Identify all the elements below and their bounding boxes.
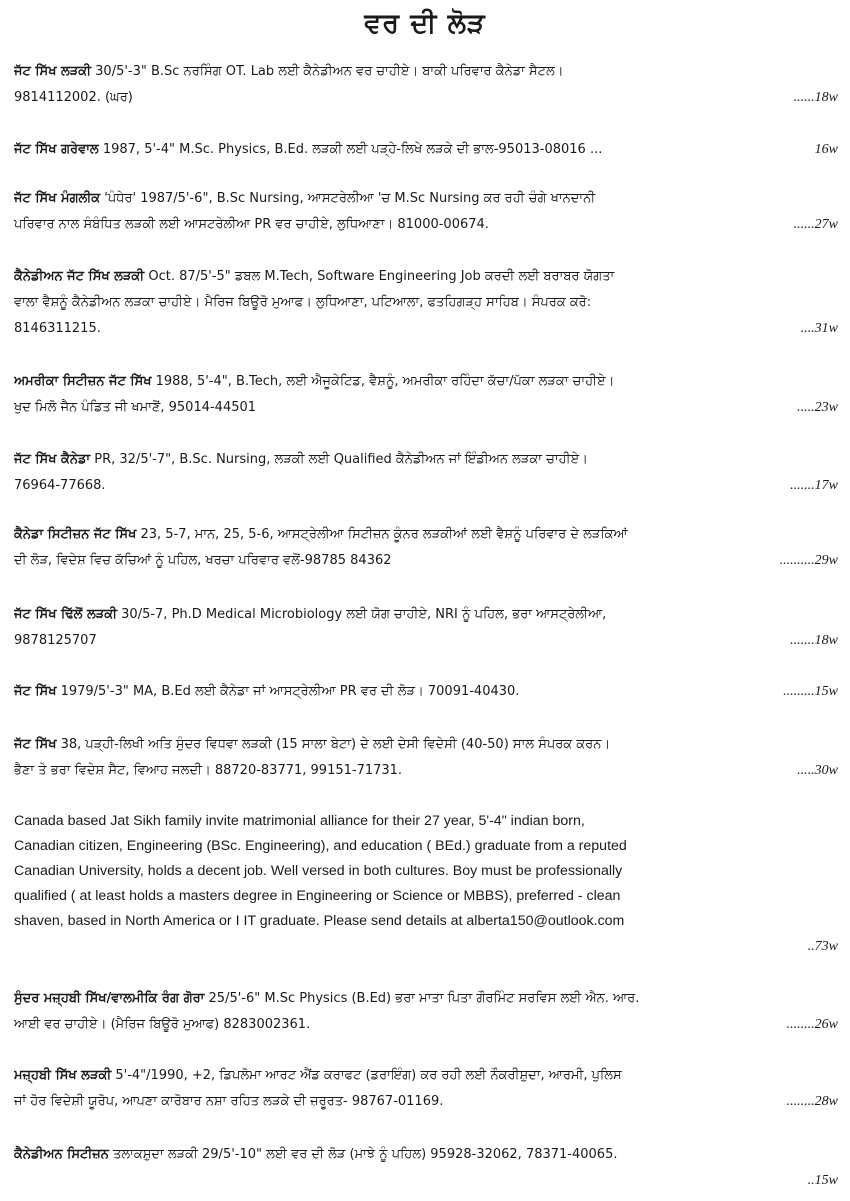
ad-heading: ਜੱਟ ਸਿੱਖ ਮੰਗਲੀਕ	[14, 191, 101, 206]
ad-line	[14, 137, 838, 163]
ad-word-count: .......18w	[790, 633, 838, 648]
ad-text: 9878125707	[14, 633, 97, 648]
ad-word-count: ........26w	[786, 1017, 838, 1032]
ad-word-count: ..........29w	[779, 553, 838, 568]
ad-text: ਖੁਦ ਮਿਲੋ ਜੈਨ ਪੰਡਿਤ ਜੀ ਖਮਾਣੋਂ, 95014-44501	[14, 400, 257, 415]
ad-word-count: .....30w	[797, 763, 838, 778]
ad-heading: ਸੁੰਦਰ ਮਜ਼੍ਹਬੀ ਸਿੱਖ/ਵਾਲਮੀਕਿ ਰੰਗ ਗੋਰਾ	[14, 991, 205, 1006]
classified-ad	[14, 602, 838, 653]
ad-heading: ਕੈਨੇਡਾ ਸਿਟੀਜ਼ਨ ਜੱਟ ਸਿੱਖ	[14, 527, 137, 542]
classified-ad	[14, 186, 838, 237]
ad-line	[14, 212, 838, 237]
classified-ad	[14, 732, 838, 783]
ad-line	[14, 1168, 838, 1193]
ad-line	[14, 395, 838, 420]
ad-line	[14, 316, 838, 341]
classified-ad	[14, 369, 838, 420]
ad-text: 1988, 5'-4", B.Tech, ਲਈ ਐਜੂਕੇਟਿਡ, ਵੈਸ਼ਨੂੰ, ਅਮਰੀਕਾ ਰਹਿੰਦਾ ਕੱਚਾ/ਪੱਕਾ ਲੜਕਾ ਚਾਹੀਏ।	[151, 374, 615, 389]
ad-word-count: ..73w	[807, 939, 838, 954]
ad-line: qualified ( at least holds a masters degree in Engineering or Science or MBBS), preferred - clean	[14, 888, 621, 904]
ad-text: 9814112002. (ਘਰ)	[14, 90, 133, 105]
ad-word-count: 16w	[814, 142, 838, 157]
classified-ad	[14, 137, 838, 163]
ad-line: Canadian citizen, Engineering (BSc. Engineering), and education ( BEd.) graduate from a reputed	[14, 838, 627, 854]
ad-text: 23, 5-7, ਮਾਨ, 25, 5-6, ਆਸਟ੍ਰੇਲੀਆ ਸਿਟੀਜ਼ਨ ਕੂੰਨਰ ਲੜਕੀਆਂ ਲਈ ਵੈਸ਼ਨੂੰ ਪਰਿਵਾਰ ਦੇ ਲੜਕਿਆਂ	[136, 527, 628, 542]
ad-text: 8146311215.	[14, 321, 101, 336]
ad-word-count: .........15w	[783, 684, 838, 699]
classified-ad	[14, 1142, 838, 1193]
ad-heading: ਜੱਟ ਸਿੱਖ	[14, 737, 57, 752]
ad-line	[14, 186, 838, 212]
ad-line	[14, 1012, 838, 1037]
ad-line	[14, 628, 838, 653]
ad-line	[14, 679, 838, 705]
ad-text: 1987, 5'-4" M.Sc. Physics, B.Ed. ਲੜਕੀ ਲਈ ਪੜ੍ਹੇ-ਲਿਖੇ ਲੜਕੇ ਦੀ ਭਾਲ-95013-08016 ...	[98, 142, 603, 157]
ad-line	[14, 447, 838, 473]
ad-text: ਆਈ ਵਰ ਚਾਹੀਏ। (ਮੈਰਿਜ ਬਿਊਰੋ ਮੁਆਫ) 8283002361.	[14, 1017, 311, 1032]
ad-heading: ਕੈਨੇਡੀਅਨ ਜੱਟ ਸਿੱਖ ਲੜਕੀ	[14, 269, 145, 284]
ad-text: ਤਲਾਕਸ਼ੁਦਾ ਲੜਕੀ 29/5'-10" ਲਈ ਵਰ ਦੀ ਲੋੜ (ਮਾਝੇ ਨੂੰ ਪਹਿਲ) 95928-32062, 78371-40065.	[108, 1147, 618, 1162]
ad-heading: ਮਜ਼੍ਹਬੀ ਸਿੱਖ ਲੜਕੀ	[14, 1068, 112, 1083]
ad-line	[14, 1089, 838, 1114]
ad-text: ਦੀ ਲੋੜ, ਵਿਦੇਸ਼ ਵਿਚ ਕੱਚਿਆਂ ਨੂੰ ਪਹਿਲ, ਖਰਚਾ ਪਰਿਵਾਰ ਵਲੋਂ-98785 84362	[14, 553, 392, 568]
classified-ad	[14, 447, 838, 498]
ad-line: Canada based Jat Sikh family invite matrimonial alliance for their 27 year, 5'-4" indian born,	[14, 813, 585, 829]
ad-text: 30/5-7, Ph.D Medical Microbiology ਲਈ ਯੋਗ ਚਾਹੀਏ, NRI ਨੂੰ ਪਹਿਲ, ਭਰਾ ਆਸਟ੍ਰੇਲੀਆ,	[117, 607, 607, 622]
ad-line	[14, 602, 838, 628]
classified-ad	[14, 1063, 838, 1114]
ad-text: 'ਪੰਧੇਰ' 1987/5'-6", B.Sc Nursing, ਆਸਟਰੇਲੀਆ 'ਚ M.Sc Nursing ਕਰ ਰਹੀ ਚੰਗੇ ਖਾਨਦਾਨੀ	[100, 191, 596, 206]
ad-text: 30/5'-3" B.Sc ਨਰਸਿੰਗ OT. Lab ਲਈ ਕੈਨੇਡੀਅਨ ਵਰ ਚਾਹੀਏ। ਬਾਕੀ ਪਰਿਵਾਰ ਕੈਨੇਡਾ ਸੈਟਲ।	[91, 64, 564, 79]
ad-text: Oct. 87/5'-5" ਡਬਲ M.Tech, Software Engineering Job ਕਰਦੀ ਲਈ ਬਰਾਬਰ ਯੋਗਤਾ	[144, 269, 615, 284]
ad-line	[14, 264, 838, 290]
ad-text: 25/5'-6" M.Sc Physics (B.Ed) ਭਰਾ ਮਾਤਾ ਪਿਤਾ ਗੌਰਮਿੰਟ ਸਰਵਿਸ ਲਈ ਐਨ. ਆਰ.	[204, 991, 640, 1006]
ad-line	[14, 758, 838, 783]
ad-line	[14, 986, 838, 1012]
ad-text: ਭੈਣਾ ਤੇ ਭਰਾ ਵਿਦੇਸ਼ ਸੈਟ, ਵਿਆਹ ਜਲਦੀ। 88720-83771, 99151-71731.	[14, 763, 403, 778]
ad-word-count: ..15w	[807, 1173, 838, 1188]
ad-heading: ਜੱਟ ਸਿੱਖ ਢਿੱਲੋਂ ਲੜਕੀ	[14, 607, 118, 622]
page-title: ਵਰ ਦੀ ਲੋੜ	[364, 8, 486, 39]
ad-heading: ਜੱਟ ਸਿੱਖ ਕੈਨੇਡਾ	[14, 452, 91, 467]
ad-text: 76964-77668.	[14, 478, 106, 493]
ad-text: 5'-4"/1990, +2, ਡਿਪਲੋਮਾ ਆਰਟ ਐਂਡ ਕਰਾਫਟ (ਡਰਾਇੰਗ) ਕਰ ਰਹੀ ਲਈ ਨੌਕਰੀਸ਼ੁਦਾ, ਆਰਮੀ, ਪੁਲਿਸ	[111, 1068, 622, 1083]
ad-word-count: ....31w	[800, 321, 838, 336]
ad-line	[14, 522, 838, 548]
ad-line	[14, 59, 838, 85]
ad-line	[14, 369, 838, 395]
ad-line	[14, 1142, 838, 1168]
ad-heading: ਕੈਨੇਡੀਅਨ ਸਿਟੀਜ਼ਨ	[14, 1147, 109, 1162]
ad-line: Canadian University, holds a decent job. Well versed in both cultures. Boy must be professionally	[14, 863, 623, 879]
ad-line	[14, 473, 838, 498]
ad-line	[14, 732, 838, 758]
ad-word-count: ......18w	[793, 90, 838, 105]
ad-word-count: ......27w	[793, 217, 838, 232]
ad-heading: ਜੱਟ ਸਿੱਖ	[14, 684, 57, 699]
ad-line	[14, 290, 838, 316]
classified-ad	[14, 59, 838, 110]
ad-heading: ਅਮਰੀਕਾ ਸਿਟੀਜ਼ਨ ਜੱਟ ਸਿੱਖ	[14, 374, 152, 389]
ad-heading: ਜੱਟ ਸਿੱਖ ਲੜਕੀ	[14, 64, 92, 79]
ad-word-count: .....23w	[797, 400, 838, 415]
ad-text: 38, ਪੜ੍ਹੀ-ਲਿਖੀ ਅਤਿ ਸੁੰਦਰ ਵਿਧਵਾ ਲੜਕੀ (15 ਸਾਲਾ ਬੇਟਾ) ਦੇ ਲਈ ਦੇਸੀ ਵਿਦੇਸੀ (40-50) ਸਾਲ ਸੰਪਰਕ ਕਰਨ।	[56, 737, 611, 752]
classified-ad	[14, 264, 838, 341]
ad-heading: ਜੱਟ ਸਿੱਖ ਗਰੇਵਾਲ	[14, 142, 99, 157]
classified-ad	[14, 986, 838, 1037]
ad-line: shaven, based in North America or I IT graduate. Please send details at alberta150@outlook.com	[14, 913, 625, 929]
classified-ad-english	[14, 809, 838, 959]
ad-line	[14, 934, 838, 959]
ad-line	[14, 85, 838, 110]
ad-word-count: ........28w	[786, 1094, 838, 1109]
classified-ad	[14, 679, 838, 705]
ad-word-count: .......17w	[790, 478, 838, 493]
ad-text: 1979/5'-3" MA, B.Ed ਲਈ ਕੈਨੇਡਾ ਜਾਂ ਆਸਟ੍ਰੇਲੀਆ PR ਵਰ ਦੀ ਲੋੜ। 70091-40430.	[56, 684, 520, 699]
ad-text: ਪਰਿਵਾਰ ਨਾਲ ਸੰਬੰਧਿਤ ਲੜਕੀ ਲਈ ਆਸਟਰੇਲੀਆ PR ਵਰ ਚਾਹੀਏ, ਲੁਧਿਆਣਾ। 81000-00674.	[14, 217, 489, 232]
classified-ad	[14, 522, 838, 573]
ad-line	[14, 1063, 838, 1089]
ad-line	[14, 548, 838, 573]
ad-text: PR, 32/5'-7", B.Sc. Nursing, ਲੜਕੀ ਲਈ Qualified ਕੈਨੇਡੀਅਨ ਜਾਂ ਇੰਡੀਅਨ ਲੜਕਾ ਚਾਹੀਏ।	[90, 452, 588, 467]
ad-text: ਜਾਂ ਹੋਰ ਵਿਦੇਸ਼ੀ ਯੂਰੋਪ, ਆਪਣਾ ਕਾਰੋਬਾਰ ਨਸ਼ਾ ਰਹਿਤ ਲੜਕੇ ਦੀ ਜ਼ਰੂਰਤ- 98767-01169.	[14, 1094, 444, 1109]
ad-text: ਵਾਲਾ ਵੈਸ਼ਨੂੰ ਕੈਨੇਡੀਅਨ ਲੜਕਾ ਚਾਹੀਏ। ਮੈਰਿਜ ਬਿਊਰੋ ਮੁਆਫ। ਲੁਧਿਆਣਾ, ਪਟਿਆਲਾ, ਫਤਹਿਗੜ੍ਹ ਸਾਹਿਬ। ਸੰਪਰਕ ਕਰੋ:	[14, 295, 592, 310]
